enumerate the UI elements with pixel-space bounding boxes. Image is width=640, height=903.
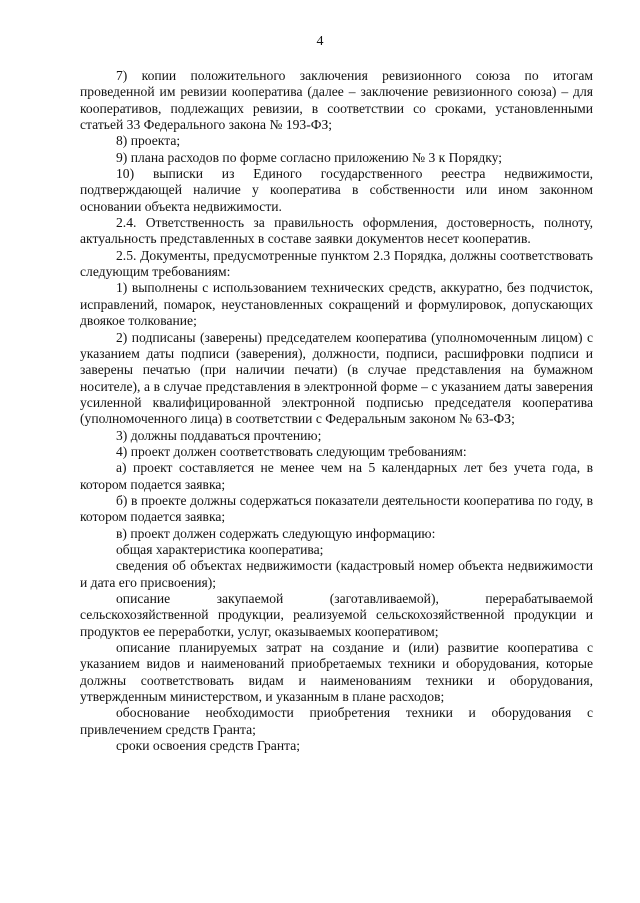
info-real-estate: сведения об объектах недвижимости (кадастровый номер объекта недвижимости и дата его присвоения); — [80, 558, 593, 590]
requirement-4a: а) проект составляется не менее чем на 5 календарных лет без учета года, в котором подается заявка; — [80, 460, 593, 492]
paragraph-9-план-расходов: 9) плана расходов по форме согласно приложению № 3 к Порядку; — [116, 149, 503, 165]
document-body — [80, 68, 593, 754]
info-products-description: описание закупаемой (заготавливаемой), перерабатываемой сельскохозяйственной продукции, реализуемой сельскохозяйственной продукции и продуктов ее переработки, услуг, оказываемых кооперативом; — [80, 591, 593, 639]
paragraph-7-ревизия: 7) копии положительного заключения ревизионного союза по итогам проведенной им ревизии кооператива (далее – заключение ревизионного союза) – для кооперативов, подлежащих ревизии, в соответствии со сроками, установленными статьей 33 Федерального закона № 193-ФЗ; — [80, 68, 593, 133]
requirement-4b: б) в проекте должны содержаться показатели деятельности кооператива по году, в котором подается заявка; — [80, 492, 593, 525]
info-planned-costs: описание планируемых затрат на создание и (или) развитие кооператива с указанием видов и наименований приобретаемых техники и оборудования, которые должны соответствовать видам и наименованиям техники и оборудования, утвержденным министерством, и указанным в плане расходов; — [80, 640, 593, 705]
paragraph-2-5: 2.5. Документы, предусмотренные пунктом 2.3 Порядка, должны соответствовать следующим требованиям: — [80, 247, 593, 280]
info-equipment-justification: обоснование необходимости приобретения техники и оборудования с привлечением средств Гранта; — [80, 705, 593, 737]
requirement-1: 1) выполнены с использованием технических средств, аккуратно, без подчисток, исправлений, помарок, неустановленных сокращений и формулировок, допускающих двоякое толкование; — [80, 280, 593, 329]
paragraph-2-4: 2.4. Ответственность за правильность оформления, достоверность, полноту, актуальность представленных в составе заявки документов несет кооператив. — [80, 215, 593, 247]
page-number: 4 — [316, 34, 324, 49]
requirement-4: 4) проект должен соответствовать следующим требованиям: — [116, 443, 467, 459]
info-general-characteristics: общая характеристика кооператива; — [116, 541, 324, 557]
paragraph-8-проект: 8) проекта; — [116, 133, 181, 149]
info-grant-deadlines: сроки освоения средств Гранта; — [116, 738, 301, 754]
requirement-2: 2) подписаны (заверены) председателем кооператива (уполномоченным лицом) с указанием даты подписи (заверения), должности, подписи, расшифровки подписи и заверены печатью (при наличии печати) (в случае представления на бумажном носителе), а в случае представления в электронной форме – с указанием даты заверения усиленной квалифицированной электронной подписью председателя кооператива (уполномоченного лица) в соответствии с Федеральным законом № 63-ФЗ; — [80, 329, 593, 427]
requirement-3: 3) должны поддаваться прочтению; — [116, 427, 322, 443]
requirement-4v: в) проект должен содержать следующую информацию: — [116, 525, 436, 541]
paragraph-10-выписка: 10) выписки из Единого государственного реестра недвижимости, подтверждающей наличие у кооператива в собственности или ином законном основании объекта недвижимости. — [80, 166, 593, 214]
